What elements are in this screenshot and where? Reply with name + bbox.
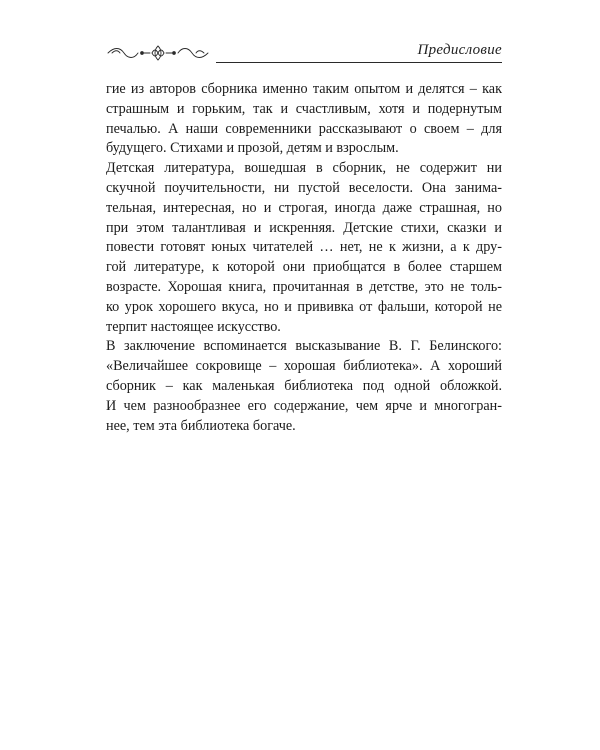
- text-line: скучной поучительности, ни пустой веселости. Она занима-: [106, 179, 502, 196]
- text-line: И чем разнообразнее его содержание, чем ярче и многогран-: [106, 397, 502, 414]
- text-line: сборник – как маленькая библиотека под одной обложкой.: [106, 377, 502, 394]
- text-line: В заключение вспоминается высказывание В. Г. Белинского:: [106, 338, 502, 355]
- text-line: ко урок хорошего вкуса, но и прививка от фальши, которой не: [106, 298, 502, 315]
- text-line: страшным и горьким, так и счастливым, хотя и подернутым: [106, 100, 502, 117]
- running-title: Предисловие: [417, 42, 502, 58]
- page-header: [106, 40, 502, 66]
- text-line: терпит настоящее искусство.: [106, 318, 281, 335]
- text-line: тельная, интересная, но и строгая, иногда даже страшная, но: [106, 199, 502, 216]
- text-line: при этом талантливая и искренняя. Детские стихи, сказки и: [106, 219, 502, 236]
- text-body: [106, 80, 502, 436]
- text-line: повести готовят юных читателей … нет, не к жизни, а к дру-: [106, 239, 502, 256]
- text-line: гие из авторов сборника именно таким опытом и делятся – как: [106, 81, 502, 97]
- text-line: гой литературе, к которой они приобщатся в более старшем: [106, 259, 502, 276]
- text-line: Детская литература, вошедшая в сборник, не содержит ни: [106, 160, 502, 177]
- text-line: «Величайшее сокровище – хорошая библиотека». А хороший: [106, 358, 502, 375]
- text-line: нее, тем эта библиотека богаче.: [106, 417, 296, 434]
- text-line: печалью. А наши современники рассказывают о своем – для: [106, 120, 502, 137]
- decorative-ornament-icon: [106, 44, 210, 62]
- header-rule: [216, 62, 502, 63]
- text-line: будущего. Стихами и прозой, детям и взрослым.: [106, 140, 399, 157]
- text-line: возрасте. Хорошая книга, прочитанная в детстве, это не толь-: [106, 278, 502, 295]
